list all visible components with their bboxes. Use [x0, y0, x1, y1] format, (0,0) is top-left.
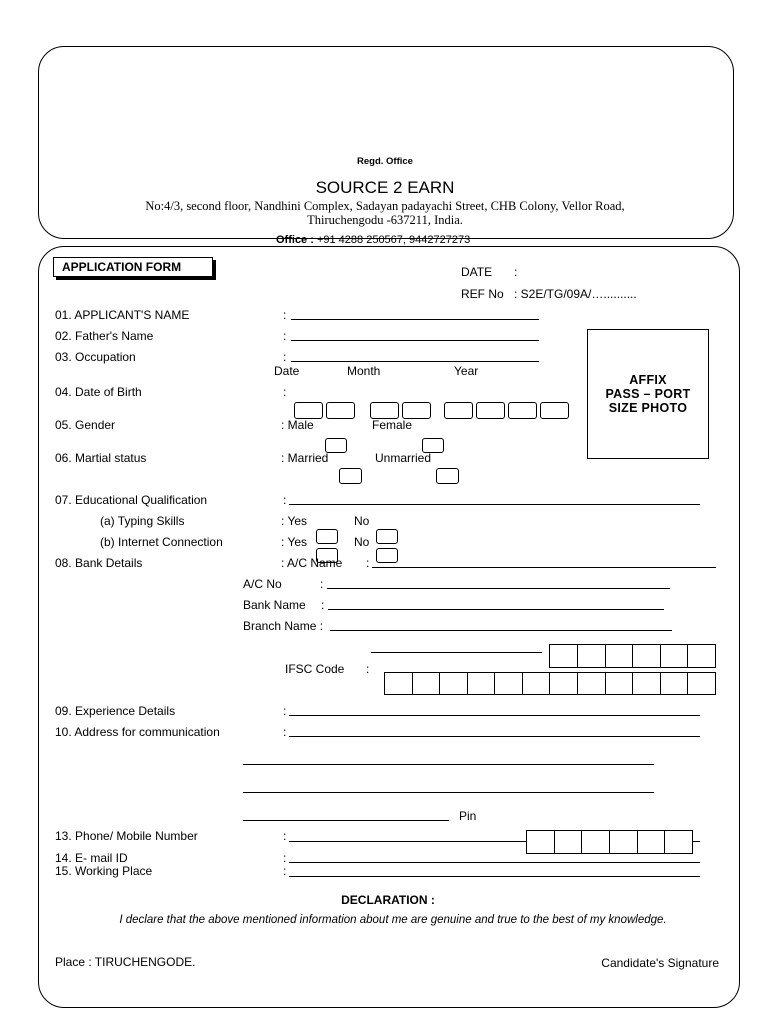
- ifsc-box-11[interactable]: [660, 672, 688, 695]
- ac-name-input[interactable]: [372, 567, 716, 568]
- ifsc-top-box-5[interactable]: [660, 644, 688, 668]
- dob-month-header: Month: [347, 364, 381, 378]
- working-place-colon: :: [283, 864, 287, 878]
- declaration-text: I declare that the above mentioned information about me are genuine and true to the best of my knowledge.: [119, 914, 667, 926]
- address-colon: :: [283, 725, 287, 739]
- dob-month-box-2[interactable]: [402, 402, 431, 419]
- occupation-colon: :: [283, 350, 287, 364]
- photo-line-2: PASS – PORT: [605, 387, 691, 401]
- ifsc-box-12[interactable]: [687, 672, 716, 695]
- ref-label: REF No: [461, 287, 504, 301]
- place-label: Place : TIRUCHENGODE.: [55, 955, 196, 969]
- bank-details-label: 08. Bank Details: [55, 556, 143, 570]
- typing-yes-label: : Yes: [281, 514, 308, 528]
- regd-office-label: Regd. Office: [357, 156, 413, 167]
- ifsc-box-7[interactable]: [549, 672, 578, 695]
- bank-name-label: Bank Name: [243, 598, 306, 612]
- internet-yes-label: : Yes: [281, 535, 308, 549]
- dob-label: 04. Date of Birth: [55, 385, 142, 399]
- office-phone-number: +91 4288 250567, 9442727273: [313, 234, 471, 246]
- ifsc-label: IFSC Code: [285, 662, 345, 676]
- marital-status-label: 06. Martial status: [55, 451, 147, 465]
- gender-male-label: : Male: [281, 418, 314, 432]
- candidate-signature: Candidate's Signature: [601, 956, 719, 970]
- experience-label: 09. Experience Details: [55, 704, 176, 718]
- applicant-name-label: 01. APPLICANT'S NAME: [55, 308, 190, 322]
- ifsc-box-1[interactable]: [384, 672, 413, 695]
- dob-year-box-3[interactable]: [508, 402, 537, 419]
- ifsc-top-box-3[interactable]: [605, 644, 633, 668]
- date-colon: :: [514, 265, 518, 279]
- photo-line-1: AFFIX: [629, 373, 667, 387]
- typing-skills-label: (a) Typing Skills: [100, 514, 185, 528]
- internet-no-checkbox[interactable]: [376, 548, 398, 563]
- applicant-name-colon: :: [283, 308, 287, 322]
- occupation-label: 03. Occupation: [55, 350, 136, 364]
- typing-no-label: No: [354, 514, 370, 528]
- ifsc-top-box-2[interactable]: [577, 644, 606, 668]
- dob-day-box-2[interactable]: [326, 402, 355, 419]
- ac-name-label: : A/C Name: [281, 556, 343, 570]
- ac-no-colon: :: [320, 577, 324, 591]
- phone-box-1[interactable]: [526, 830, 555, 854]
- ifsc-box-4[interactable]: [467, 672, 495, 695]
- experience-colon: :: [283, 704, 287, 718]
- ifsc-box-6[interactable]: [522, 672, 550, 695]
- address-input-4[interactable]: [243, 820, 449, 821]
- ifsc-box-3[interactable]: [439, 672, 468, 695]
- phone-box-5[interactable]: [637, 830, 665, 854]
- dob-year-box-1[interactable]: [444, 402, 473, 419]
- applicant-name-input[interactable]: [291, 319, 539, 320]
- office-label: Office :: [276, 234, 314, 246]
- internet-no-label: No: [354, 535, 370, 549]
- photo-line-3: SIZE PHOTO: [608, 401, 688, 415]
- ac-name-colon: :: [366, 556, 370, 570]
- address-line-1: No:4/3, second floor, Nandhini Complex, Sadayan padayachi Street, CHB Colony, Vellor Road,: [145, 199, 625, 213]
- father-name-colon: :: [283, 329, 287, 343]
- phone-box-2[interactable]: [554, 830, 582, 854]
- ifsc-top-box-4[interactable]: [632, 644, 661, 668]
- internet-label: (b) Internet Connection: [100, 535, 223, 549]
- ref-value: : S2E/TG/09A/…..........: [514, 287, 637, 301]
- email-input[interactable]: [289, 862, 700, 863]
- photo-box[interactable]: [587, 329, 709, 459]
- unmarried-label: Unmarried: [375, 451, 432, 465]
- phone-box-6[interactable]: [664, 830, 693, 854]
- male-checkbox[interactable]: [339, 468, 362, 484]
- gender-label: 05. Gender: [55, 418, 116, 432]
- address-input-2[interactable]: [243, 764, 654, 765]
- ac-no-input[interactable]: [327, 588, 670, 589]
- phone-colon: :: [283, 829, 287, 843]
- ifsc-box-5[interactable]: [494, 672, 523, 695]
- married-label: : Married: [281, 451, 329, 465]
- organization-name: SOURCE 2 EARN: [315, 178, 455, 197]
- ifsc-top-box-6[interactable]: [687, 644, 716, 668]
- bank-name-colon: :: [321, 598, 325, 612]
- ifsc-extra-line[interactable]: [371, 652, 542, 653]
- phone-box-4[interactable]: [609, 830, 638, 854]
- phone-label: 13. Phone/ Mobile Number: [55, 829, 198, 843]
- ac-no-label: A/C No: [243, 577, 282, 591]
- dob-colon: :: [283, 385, 287, 399]
- email-colon: :: [283, 851, 287, 865]
- application-form-title: APPLICATION FORM: [53, 257, 213, 277]
- education-label: 07. Educational Qualification: [55, 493, 208, 507]
- address-input-3[interactable]: [243, 792, 654, 793]
- date-label: DATE: [461, 265, 493, 279]
- email-label: 14. E- mail ID: [55, 851, 128, 865]
- ifsc-top-box-1[interactable]: [549, 644, 578, 668]
- ifsc-box-2[interactable]: [412, 672, 440, 695]
- typing-no-checkbox[interactable]: [376, 529, 398, 544]
- ifsc-box-10[interactable]: [632, 672, 661, 695]
- ifsc-colon: :: [366, 662, 370, 676]
- dob-day-box-1[interactable]: [294, 402, 323, 419]
- dob-month-box-1[interactable]: [370, 402, 399, 419]
- working-place-label: 15. Working Place: [55, 864, 153, 878]
- address-label: 10. Address for communication: [55, 725, 220, 739]
- branch-name-label: Branch Name :: [243, 619, 324, 633]
- address-input-1[interactable]: [289, 736, 700, 737]
- pin-label: Pin: [459, 809, 477, 823]
- ifsc-box-9[interactable]: [605, 672, 633, 695]
- experience-input[interactable]: [289, 715, 700, 716]
- ifsc-box-8[interactable]: [577, 672, 606, 695]
- dob-date-header: Date: [274, 364, 300, 378]
- bank-name-input[interactable]: [328, 609, 664, 610]
- typing-yes-checkbox[interactable]: [316, 529, 338, 544]
- phone-box-3[interactable]: [581, 830, 610, 854]
- working-place-input[interactable]: [289, 876, 700, 877]
- dob-year-box-4[interactable]: [540, 402, 569, 419]
- father-name-input[interactable]: [291, 340, 539, 341]
- occupation-input[interactable]: [291, 361, 539, 362]
- branch-name-input[interactable]: [330, 630, 672, 631]
- address-line-2: Thiruchengodu -637211, India.: [307, 213, 463, 227]
- dob-year-header: Year: [454, 364, 479, 378]
- female-checkbox[interactable]: [436, 468, 459, 484]
- gender-female-label: Female: [372, 418, 413, 432]
- education-colon: :: [283, 493, 287, 507]
- father-name-label: 02. Father's Name: [55, 329, 154, 343]
- dob-year-box-2[interactable]: [476, 402, 505, 419]
- declaration-title: DECLARATION :: [341, 893, 435, 907]
- education-input[interactable]: [289, 504, 700, 505]
